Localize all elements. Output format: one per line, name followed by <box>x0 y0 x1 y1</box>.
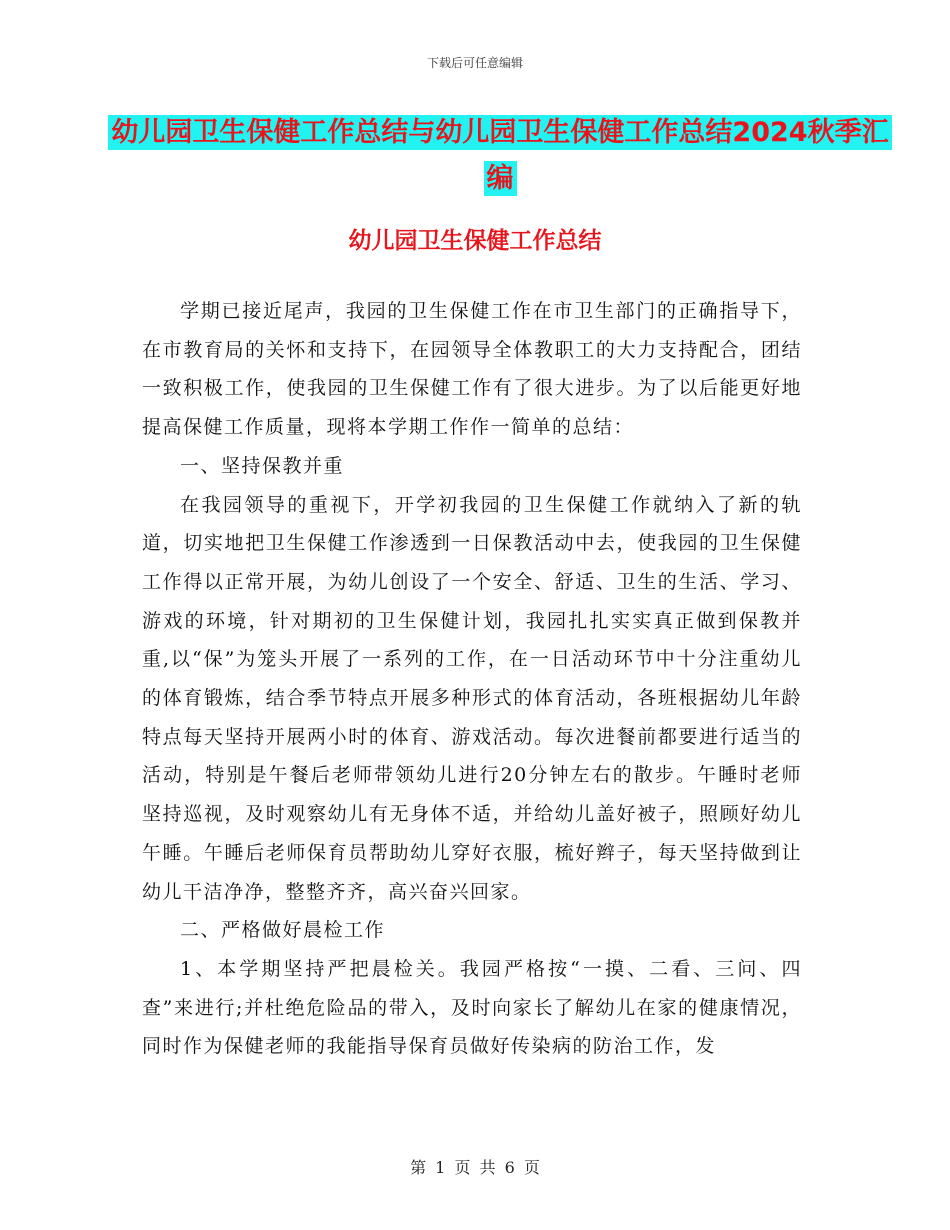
heading-section-1: 一、坚持保教并重 <box>180 454 345 477</box>
paragraph-section-2: 1、本学期坚持严把晨检关。我园严格按“一摸、二看、三问、四查”来进行;并杜绝危险品的带入，及时向家长了解幼儿在家的健康情况，同时作为保健老师的我能指导保育员做好传染病的防治工作，发 <box>142 957 802 1058</box>
paragraph-section-1: 在我园领导的重视下，开学初我园的卫生保健工作就纳入了新的轨道，切实地把卫生保健工作渗透到一日保教活动中去，使我园的卫生保健工作得以正常开展，为幼儿创设了一个安全、舒适、卫生的生活、学习、游戏的环境，针对期初的卫生保健计划，我园扎扎实实真正做到保教并重,以“保”为笼头开展了一系列的工作，在一日活动环节中十分注重幼儿的体育锻炼，结合季节特点开展多种形式的体育活动，各班根据幼儿年龄特点每天坚持开展两小时的体育、游戏活动。每次进餐前都要进行适当的活动，特别是午餐后老师带领幼儿进行20分钟左右的散步。午睡时老师坚持巡视，及时观察幼儿有无身体不适，并给幼儿盖好被子，照顾好幼儿午睡。午睡后老师保育员帮助幼儿穿好衣服，梳好辫子，每天坚持做到让幼儿干洁净净，整整齐齐，高兴奋兴回家。 <box>142 493 802 903</box>
document-title-text: 幼儿园卫生保健工作总结与幼儿园卫生保健工作总结2024秋季汇编 <box>108 115 891 196</box>
document-body <box>142 292 802 1066</box>
heading-section-2: 二、严格做好晨检工作 <box>180 919 386 942</box>
paragraph-intro: 学期已接近尾声，我园的卫生保健工作在市卫生部门的正确指导下，在市教育局的关怀和支持下，在园领导全体教职工的大力支持配合，团结一致积极工作，使我园的卫生保健工作有了很大进步。为了以后能更好地提高保健工作质量，现将本学期工作作一简单的总结： <box>142 300 802 439</box>
section-title: 幼儿园卫生保健工作总结 <box>348 228 602 254</box>
header-note: 下载后可任意编辑 <box>426 56 523 70</box>
page-footer: 第 1 页 共 6 页 <box>410 1158 540 1177</box>
document-title <box>100 110 900 202</box>
